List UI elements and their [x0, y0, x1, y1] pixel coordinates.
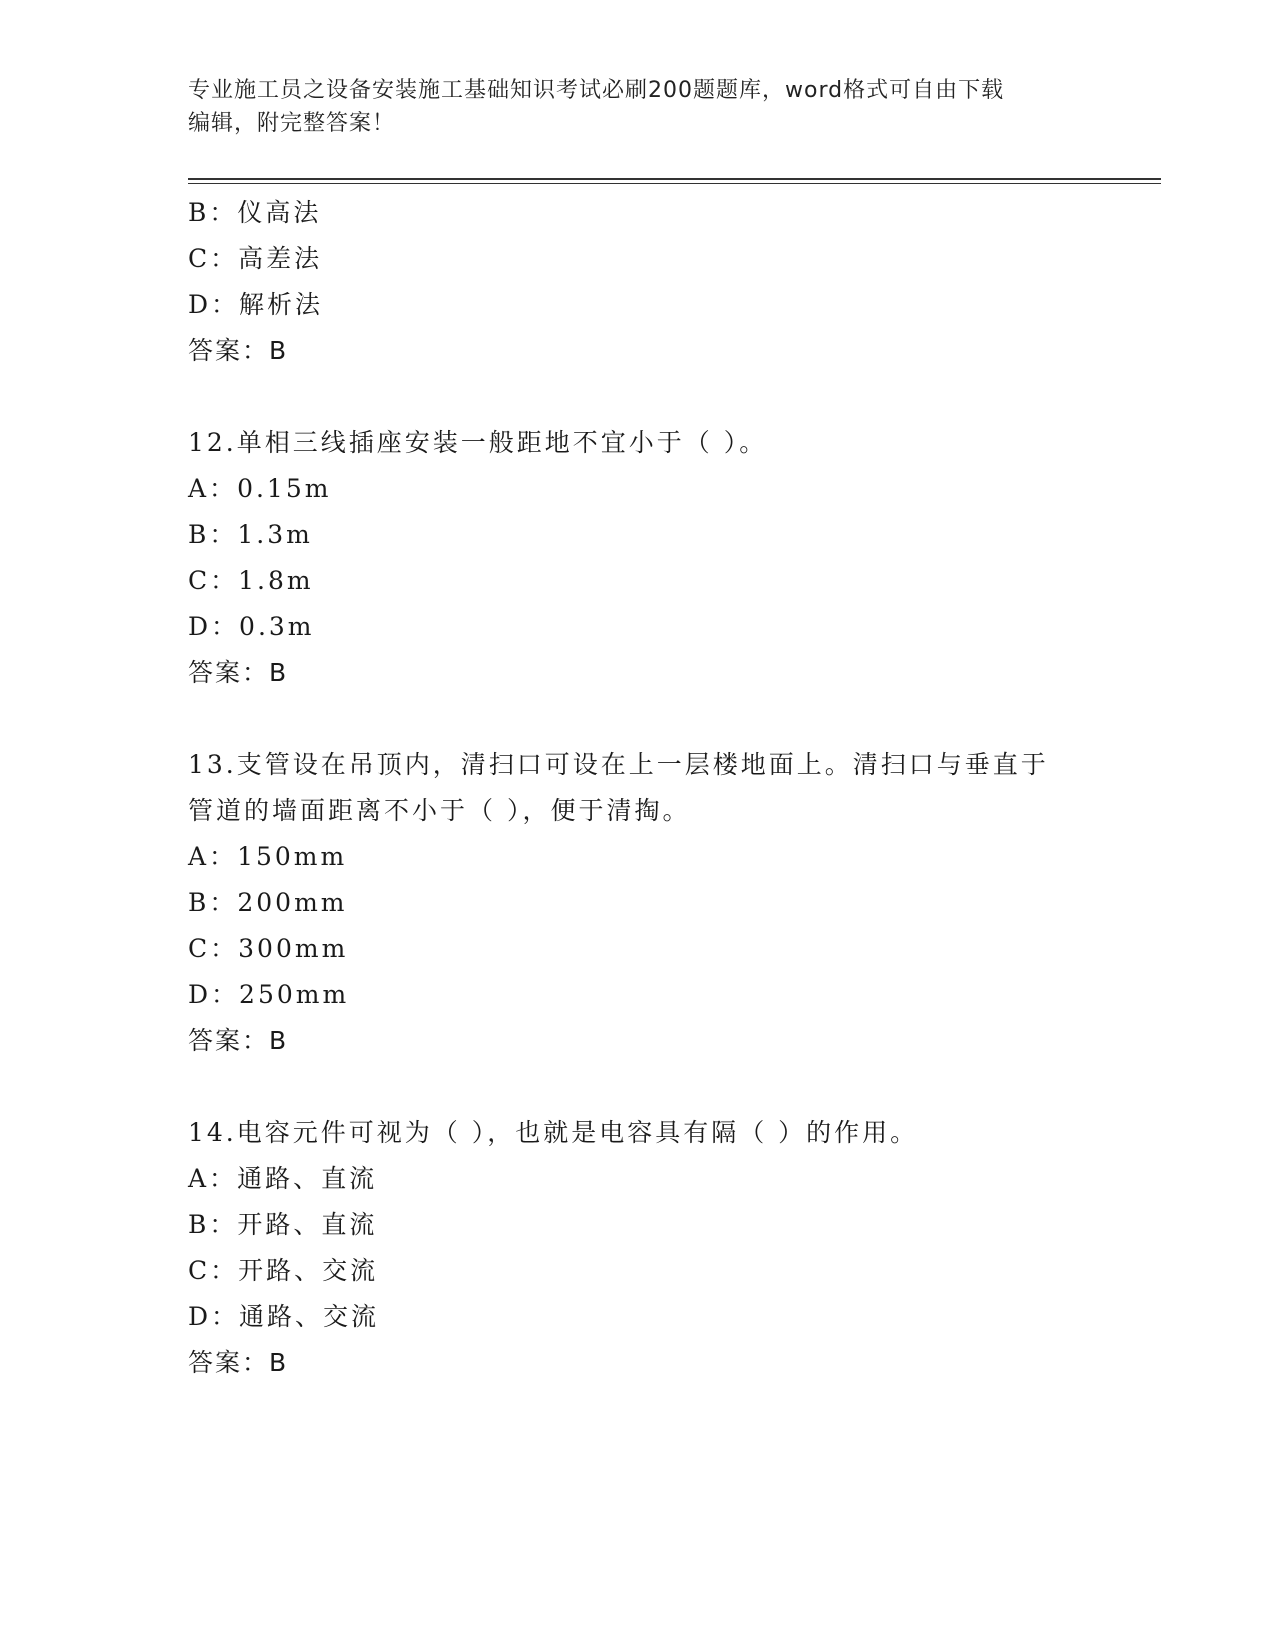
question-stem: 14.电容元件可视为（ ），也就是电容具有隔（ ）的作用。	[188, 1118, 919, 1147]
option-a: A：0.15m	[188, 474, 332, 503]
document-header	[188, 74, 1088, 140]
option-d: D：0.3m	[188, 612, 315, 641]
option-a: A：150mm	[188, 842, 348, 871]
question-list	[188, 190, 1088, 1386]
option-d: D：解析法	[188, 290, 324, 319]
option-b: B：仪高法	[188, 198, 322, 227]
header-divider-thick	[188, 178, 1161, 180]
question-stem-line-1: 13.支管设在吊顶内，清扫口可设在上一层楼地面上。清扫口与垂直于	[188, 750, 1049, 779]
answer: 答案：B	[188, 1026, 289, 1055]
option-a: A：通路、直流	[188, 1164, 378, 1193]
question-stem: 12.单相三线插座安装一般距地不宜小于（ ）。	[188, 428, 768, 457]
header-line-2: 编辑，附完整答案！	[188, 111, 396, 136]
option-c: C：300mm	[188, 934, 349, 963]
option-c: C：高差法	[188, 244, 323, 273]
option-b: B：开路、直流	[188, 1210, 378, 1239]
option-c: C：1.8m	[188, 566, 314, 595]
answer: 答案：B	[188, 336, 289, 365]
answer: 答案：B	[188, 658, 289, 687]
question-11-continued	[188, 190, 1088, 374]
option-c: C：开路、交流	[188, 1256, 379, 1285]
question-12	[188, 420, 1088, 696]
question-14	[188, 1110, 1088, 1386]
option-b: B：200mm	[188, 888, 348, 917]
answer: 答案：B	[188, 1348, 289, 1377]
option-d: D：250mm	[188, 980, 350, 1009]
question-stem-line-2: 管道的墙面距离不小于（ ），便于清掏。	[188, 796, 691, 825]
option-b: B：1.3m	[188, 520, 313, 549]
header-line-1: 专业施工员之设备安装施工基础知识考试必刷200题题库，word格式可自由下载	[188, 78, 1005, 103]
header-divider-thin	[188, 183, 1161, 184]
option-d: D：通路、交流	[188, 1302, 380, 1331]
question-13	[188, 742, 1088, 1064]
